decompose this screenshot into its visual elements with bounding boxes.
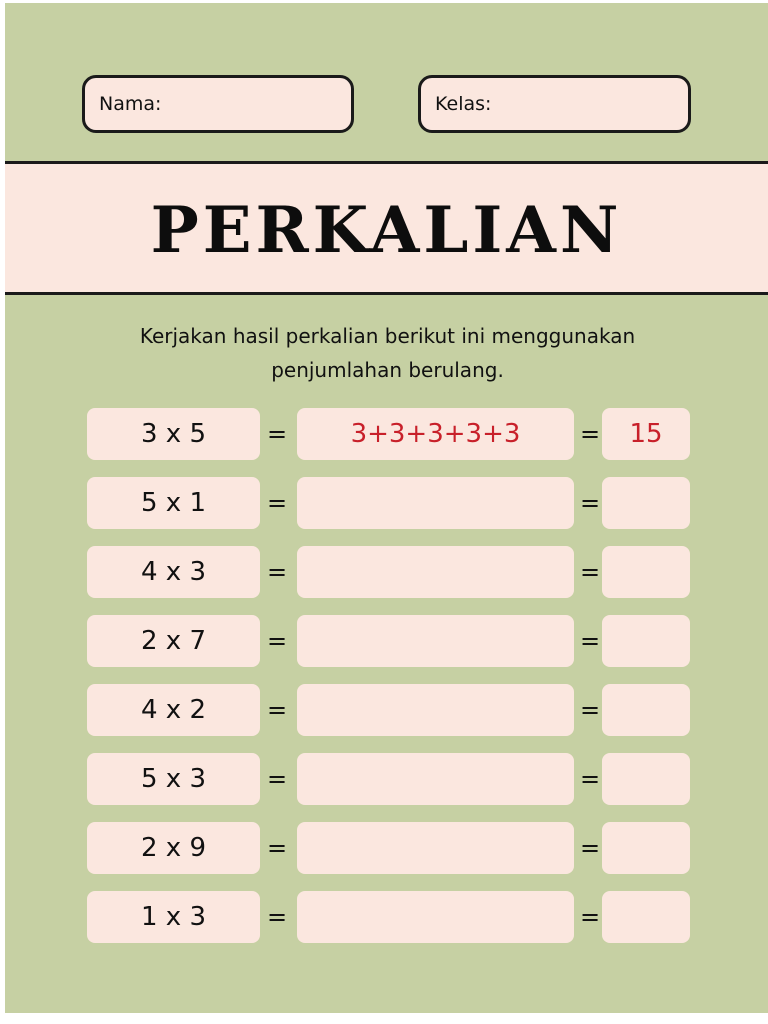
answer-field[interactable] bbox=[602, 477, 690, 529]
exercise-list bbox=[5, 408, 768, 960]
exercise-row bbox=[5, 477, 768, 529]
answer-field[interactable] bbox=[602, 891, 690, 943]
answer-field[interactable] bbox=[602, 684, 690, 736]
repeated-addition-field[interactable] bbox=[297, 477, 574, 529]
equals-sign: = bbox=[267, 420, 288, 448]
repeated-addition-field[interactable] bbox=[297, 753, 574, 805]
repeated-addition-field[interactable] bbox=[297, 684, 574, 736]
equals-sign: = bbox=[267, 903, 288, 931]
name-field[interactable] bbox=[82, 75, 354, 133]
exercise-row bbox=[5, 822, 768, 874]
title-banner bbox=[5, 161, 768, 295]
problem-box: 2 x 7 bbox=[87, 615, 260, 667]
problem-box: 4 x 3 bbox=[87, 546, 260, 598]
equals-sign: = bbox=[267, 765, 288, 793]
exercise-row bbox=[5, 546, 768, 598]
problem-box: 3 x 5 bbox=[87, 408, 260, 460]
equals-sign: = bbox=[580, 420, 601, 448]
problem-box: 5 x 3 bbox=[87, 753, 260, 805]
instructions-line-2: penjumlahan berulang. bbox=[271, 358, 504, 382]
exercise-row bbox=[5, 684, 768, 736]
page-title: PERKALIAN bbox=[150, 192, 623, 268]
answer-field[interactable] bbox=[602, 546, 690, 598]
equals-sign: = bbox=[267, 627, 288, 655]
equals-sign: = bbox=[580, 834, 601, 862]
exercise-row bbox=[5, 408, 768, 460]
equals-sign: = bbox=[267, 696, 288, 724]
repeated-addition-field[interactable] bbox=[297, 822, 574, 874]
equals-sign: = bbox=[580, 489, 601, 517]
instructions bbox=[75, 319, 700, 387]
equals-sign: = bbox=[580, 765, 601, 793]
equals-sign: = bbox=[580, 558, 601, 586]
equals-sign: = bbox=[580, 627, 601, 655]
problem-box: 5 x 1 bbox=[87, 477, 260, 529]
repeated-addition-field[interactable]: 3+3+3+3+3 bbox=[297, 408, 574, 460]
repeated-addition-field[interactable] bbox=[297, 615, 574, 667]
exercise-row bbox=[5, 615, 768, 667]
repeated-addition-field[interactable] bbox=[297, 891, 574, 943]
class-field[interactable] bbox=[418, 75, 691, 133]
equals-sign: = bbox=[267, 489, 288, 517]
answer-field[interactable]: 15 bbox=[602, 408, 690, 460]
equals-sign: = bbox=[267, 558, 288, 586]
name-label: Nama: bbox=[99, 93, 162, 115]
problem-box: 2 x 9 bbox=[87, 822, 260, 874]
answer-field[interactable] bbox=[602, 615, 690, 667]
worksheet-page bbox=[5, 3, 768, 1013]
equals-sign: = bbox=[267, 834, 288, 862]
class-label: Kelas: bbox=[435, 93, 492, 115]
equals-sign: = bbox=[580, 696, 601, 724]
exercise-row bbox=[5, 753, 768, 805]
problem-box: 4 x 2 bbox=[87, 684, 260, 736]
exercise-row bbox=[5, 891, 768, 943]
problem-box: 1 x 3 bbox=[87, 891, 260, 943]
answer-field[interactable] bbox=[602, 822, 690, 874]
answer-field[interactable] bbox=[602, 753, 690, 805]
repeated-addition-field[interactable] bbox=[297, 546, 574, 598]
instructions-line-1: Kerjakan hasil perkalian berikut ini menggunakan bbox=[139, 324, 636, 348]
equals-sign: = bbox=[580, 903, 601, 931]
